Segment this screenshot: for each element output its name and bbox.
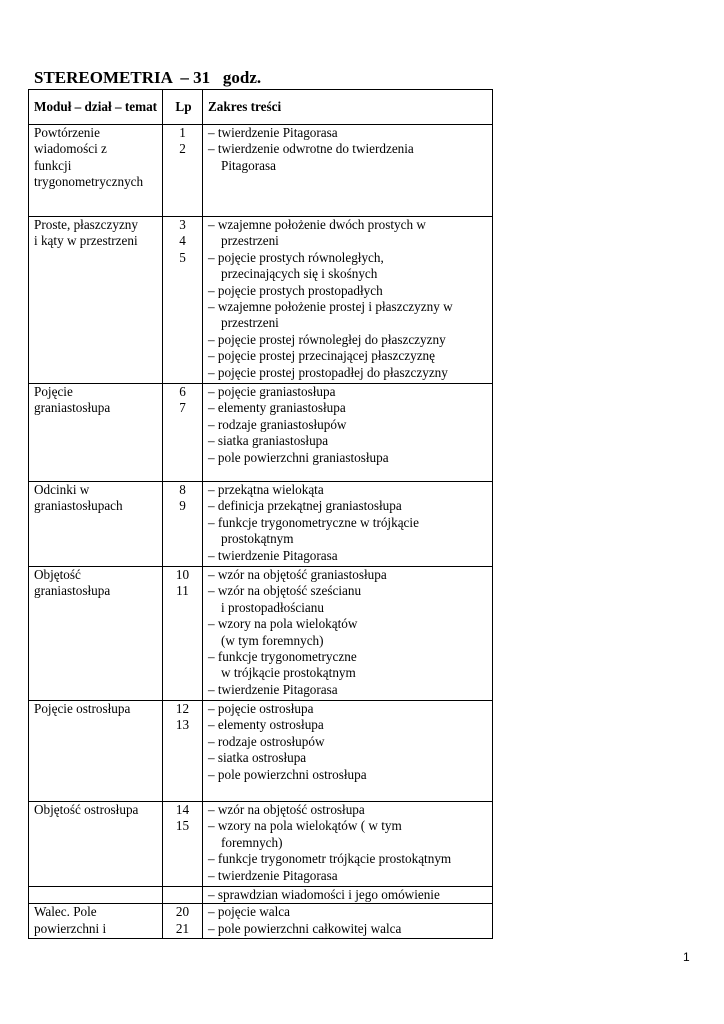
page-number: 1 [683,950,690,964]
table-row [29,125,493,217]
modul-line: powierzchni i [34,920,107,936]
lesson-number: 4 [179,233,186,249]
content-line: i prostopadłościanu [221,599,324,615]
modul-line: Objętość [34,567,81,582]
cell-lp [163,567,203,701]
content-line: – pojęcie prostej równoległej do płaszczyzny [208,331,446,347]
content-line: – rodzaje ostrosłupów [208,733,325,749]
content-line: – przekątna wielokąta [208,482,324,497]
cell-lp [163,384,203,482]
modul-line: Walec. Pole [34,904,97,920]
content-line: – pole powierzchni ostrosłupa [208,766,367,782]
content-line: – wzajemne położenie dwóch prostych w [208,217,426,232]
content-line: – pojęcie prostej przecinającej płaszczyznę [208,348,435,364]
content-line: – pojęcie prostych równoległych, [208,249,384,265]
content-line: – sprawdzian wiadomości i jego omówienie [208,887,440,902]
table-row [29,904,493,939]
modul-line: Objętość ostrosłupa [34,802,139,817]
content-line: – pole powierzchni graniastosłupa [208,449,389,465]
content-line: – wzory na pola wielokątów ( w tym [208,818,402,834]
table-row [29,701,493,802]
lesson-number: 11 [176,583,189,599]
lesson-number: 5 [179,249,186,265]
table-row [29,217,493,384]
content-line: – siatka graniastosłupa [208,433,329,449]
cell-zakres [203,125,493,217]
content-line: Pitagorasa [221,157,276,173]
syllabus-table [28,89,493,939]
lesson-number: 1 [179,125,186,140]
cell-zakres [203,567,493,701]
content-line: – definicja przekątnej graniastosłupa [208,498,402,514]
modul-line: graniastosłupach [34,498,123,514]
modul-line: Odcinki w [34,482,90,497]
header-lp: Lp [163,90,203,125]
cell-modul [29,904,163,939]
lesson-number: 6 [179,384,186,399]
modul-line: Proste, płaszczyzny [34,217,138,232]
table-row [29,384,493,482]
cell-modul [29,887,163,904]
cell-lp [163,482,203,567]
header-modul: Moduł – dział – temat [29,90,163,125]
content-line: prostokątnym [221,531,294,547]
content-line: – pole powierzchni całkowitej walca [208,920,402,936]
content-line: – pojęcie walca [208,904,291,920]
content-line: – funkcje trygonometryczne w trójkącie [208,514,419,530]
content-line: foremnych) [221,834,283,850]
lesson-number: 12 [175,701,190,716]
lesson-number: 3 [179,217,186,232]
content-line: – pojęcie ostrosłupa [208,701,314,716]
content-line: – twierdzenie Pitagorasa [208,681,338,697]
cell-lp [163,125,203,217]
cell-zakres [203,802,493,887]
content-line: – elementy ostrosłupa [208,717,324,733]
lesson-number: 20 [175,904,190,920]
content-line: – wzór na objętość graniastosłupa [208,567,387,582]
lesson-number: 21 [175,920,190,936]
content-line: – siatka ostrosłupa [208,750,307,766]
lesson-number: 8 [179,482,186,497]
content-line: (w tym foremnych) [221,632,324,648]
lesson-number: 9 [179,498,186,514]
content-line: przecinających się i skośnych [221,266,378,282]
lesson-number: 10 [175,567,190,582]
lesson-number: 2 [179,141,186,157]
content-line: – pojęcie graniastosłupa [208,384,336,399]
lesson-number: 15 [175,818,190,834]
table-row [29,887,493,904]
modul-line: funkcji [34,157,72,173]
cell-modul [29,125,163,217]
content-line: – wzór na objętość ostrosłupa [208,802,365,817]
content-line: przestrzeni [221,315,279,331]
content-line: – twierdzenie Pitagorasa [208,125,338,140]
cell-zakres [203,701,493,802]
content-line: – wzór na objętość sześcianu [208,583,362,599]
lesson-number: 7 [179,400,186,416]
content-line: przestrzeni [221,233,279,249]
content-line: – elementy graniastosłupa [208,400,346,416]
cell-modul [29,701,163,802]
cell-zakres [203,887,493,904]
cell-lp [163,904,203,939]
cell-lp [163,701,203,802]
content-line: – wzory na pola wielokątów [208,616,358,632]
cell-lp [163,887,203,904]
content-line: – twierdzenie Pitagorasa [208,547,338,563]
modul-line: graniastosłupa [34,583,111,599]
modul-line: graniastosłupa [34,400,111,416]
lesson-number: 14 [175,802,190,817]
content-line: – twierdzenie odwrotne do twierdzenia [208,141,414,157]
modul-line: Pojęcie [34,384,73,399]
content-line: – rodzaje graniastosłupów [208,416,347,432]
cell-modul [29,567,163,701]
content-line: – funkcje trygonometryczne [208,649,357,665]
modul-line: wiadomości z [34,141,107,157]
modul-line: Powtórzenie [34,125,100,140]
cell-modul [29,802,163,887]
cell-lp [163,802,203,887]
modul-line: i kąty w przestrzeni [34,233,138,249]
content-line: – pojęcie prostych prostopadłych [208,282,383,298]
content-line: w trójkącie prostokątnym [221,665,356,681]
table-row [29,482,493,567]
header-zakres: Zakres treści [203,90,493,125]
cell-zakres [203,482,493,567]
modul-line: trygonometrycznych [34,174,144,190]
content-line: – twierdzenie Pitagorasa [208,867,338,883]
table-row [29,802,493,887]
table-row [29,567,493,701]
cell-zakres [203,217,493,384]
cell-zakres [203,384,493,482]
lesson-number: 13 [175,717,190,733]
cell-lp [163,217,203,384]
cell-modul [29,217,163,384]
table-header-row [29,90,493,125]
modul-line: Pojęcie ostrosłupa [34,701,131,716]
content-line: – funkcje trygonometr trójkącie prostokątnym [208,851,452,867]
cell-modul [29,482,163,567]
page-title: STEREOMETRIA – 31 godz. [34,68,262,87]
cell-modul [29,384,163,482]
content-line: – pojęcie prostej prostopadłej do płaszczyzny [208,364,448,380]
cell-zakres [203,904,493,939]
content-line: – wzajemne położenie prostej i płaszczyzny w [208,299,453,315]
